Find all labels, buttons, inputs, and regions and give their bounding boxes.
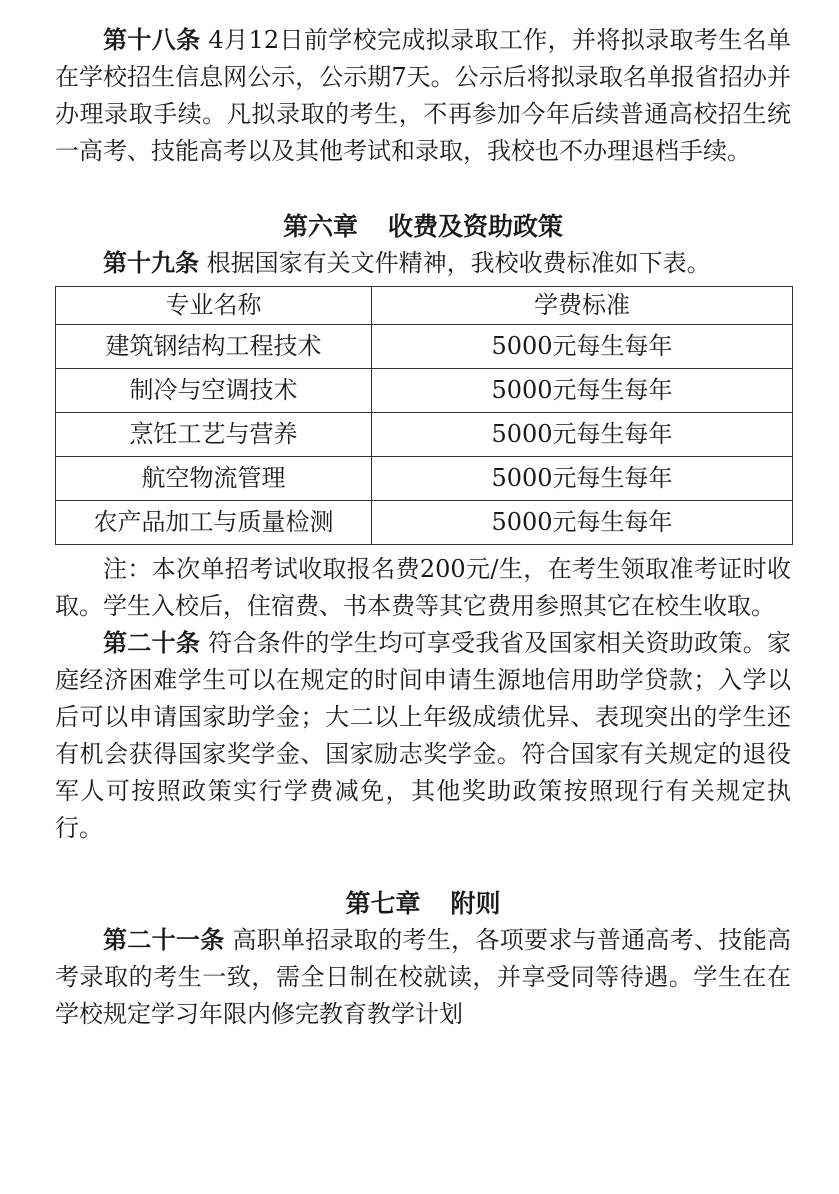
table-row bbox=[56, 369, 793, 413]
fee-table-header-row bbox=[56, 287, 793, 325]
article-18-text: 4月12日前学校完成拟录取工作，并将拟录取考生名单在学校招生信息网公示，公示期7天。公示后将拟录取名单报省招办并办理录取手续。凡拟录取的考生，不再参加今年后续普通高校招生统一高考、技能高考以及其他考试和录取，我校也不办理退档手续。 bbox=[55, 26, 792, 165]
major-name: 航空物流管理 bbox=[56, 457, 372, 501]
major-name: 制冷与空调技术 bbox=[56, 369, 372, 413]
chapter-7-title: 附则 bbox=[450, 889, 501, 918]
article-19-text: 根据国家有关文件精神，我校收费标准如下表。 bbox=[206, 249, 711, 277]
chapter-7-number: 第七章 bbox=[345, 889, 421, 918]
major-name: 烹饪工艺与营养 bbox=[56, 413, 372, 457]
article-20-text: 符合条件的学生均可享受我省及国家相关资助政策。家庭经济困难学生可以在规定的时间申请生源地信用助学贷款；入学以后可以申请国家助学金；大二以上年级成绩优异、表现突出的学生还有机会获得国家奖学金、国家励志奖学金。符合国家有关规定的退役军人可按照政策实行学费减免，其他奖助政策按照现行有关规定执行。 bbox=[55, 629, 792, 842]
chapter-6-number: 第六章 bbox=[282, 212, 358, 241]
article-21 bbox=[55, 922, 791, 1033]
fee-note-text: 注：本次单招考试收取报名费200元/生，在考生领取准考证时收取。学生入校后，住宿费、书本费等其它费用参照其它在校生收取。 bbox=[55, 555, 791, 620]
article-21-text: 高职单招录取的考生，各项要求与普通高考、技能高考录取的考生一致，需全日制在校就读，并享受同等待遇。学生在在学校规定学习年限内修完教育教学计划 bbox=[55, 926, 792, 1028]
fee-note bbox=[55, 551, 791, 625]
major-name: 农产品加工与质量检测 bbox=[56, 501, 372, 545]
tuition-fee: 5000元每生每年 bbox=[372, 369, 793, 413]
article-20-lead: 第二十条 bbox=[103, 629, 201, 657]
tuition-fee: 5000元每生每年 bbox=[372, 325, 793, 369]
article-18-lead: 第十八条 bbox=[103, 26, 201, 54]
table-row bbox=[56, 457, 793, 501]
chapter-7-heading bbox=[55, 885, 791, 922]
chapter-6-title: 收费及资助政策 bbox=[388, 212, 564, 241]
tuition-fee: 5000元每生每年 bbox=[372, 413, 793, 457]
tuition-fee: 5000元每生每年 bbox=[372, 457, 793, 501]
major-name: 建筑钢结构工程技术 bbox=[56, 325, 372, 369]
table-row bbox=[56, 413, 793, 457]
fee-table-header-major: 专业名称 bbox=[56, 287, 372, 325]
fee-table-header-fee: 学费标准 bbox=[372, 287, 793, 325]
article-18 bbox=[55, 22, 791, 170]
tuition-fee: 5000元每生每年 bbox=[372, 501, 793, 545]
article-21-lead: 第二十一条 bbox=[103, 926, 225, 954]
table-row bbox=[56, 501, 793, 545]
fee-table bbox=[55, 286, 793, 545]
article-19-lead: 第十九条 bbox=[103, 249, 199, 277]
article-20 bbox=[55, 625, 791, 847]
table-row bbox=[56, 325, 793, 369]
article-19 bbox=[55, 245, 791, 282]
chapter-6-heading bbox=[55, 208, 791, 245]
